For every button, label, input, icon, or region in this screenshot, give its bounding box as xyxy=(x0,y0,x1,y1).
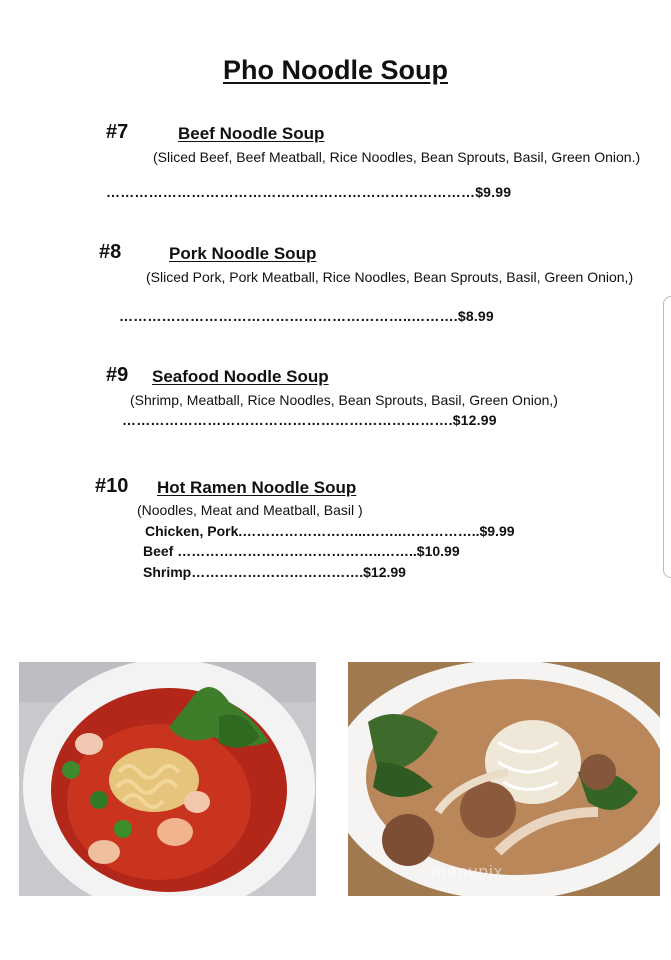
item-7-price: ……………………………………………………………………$9.99 xyxy=(106,184,512,200)
item-7-number: #7 xyxy=(106,121,129,143)
pho-bowl-photo xyxy=(348,662,660,896)
item-10-name: Hot Ramen Noodle Soup xyxy=(157,478,357,497)
item-8-description: (Sliced Pork, Pork Meatball, Rice Noodles, Bean Sprouts, Basil, Green Onion,) xyxy=(146,269,634,285)
page-title xyxy=(0,55,671,86)
item-8-name: Pork Noodle Soup xyxy=(169,244,317,263)
item-9-description: (Shrimp, Meatball, Rice Noodles, Bean Sprouts, Basil, Green Onion,) xyxy=(130,392,558,408)
item-10-option-beef: Beef ……………………………………..……..$10.99 xyxy=(143,543,460,559)
page-title-text: Pho Noodle Soup xyxy=(223,55,448,85)
item-10-description: (Noodles, Meat and Meatball, Basil ) xyxy=(137,502,363,518)
item-8-number: #8 xyxy=(99,241,122,263)
item-9-name: Seafood Noodle Soup xyxy=(152,367,329,386)
item-9-price: …………………………………………………………….$12.99 xyxy=(122,412,497,428)
item-7-name: Beef Noodle Soup xyxy=(178,124,325,143)
menupix-watermark: menupix xyxy=(432,862,504,881)
scrollbar-edge[interactable] xyxy=(663,296,671,578)
item-9-number: #9 xyxy=(106,364,129,386)
item-8-price: ……………………………………………………..……….$8.99 xyxy=(119,308,494,324)
item-10-option-shrimp: Shrimp……………………………….$12.99 xyxy=(143,564,406,580)
item-10-option-chicken-pork: Chicken, Pork.……………………...……..……………..$9.99 xyxy=(145,523,515,539)
spicy-ramen-bowl-photo xyxy=(19,662,316,896)
item-10-number: #10 xyxy=(95,475,129,497)
item-7-description: (Sliced Beef, Beef Meatball, Rice Noodles, Bean Sprouts, Basil, Green Onion.) xyxy=(153,149,641,165)
